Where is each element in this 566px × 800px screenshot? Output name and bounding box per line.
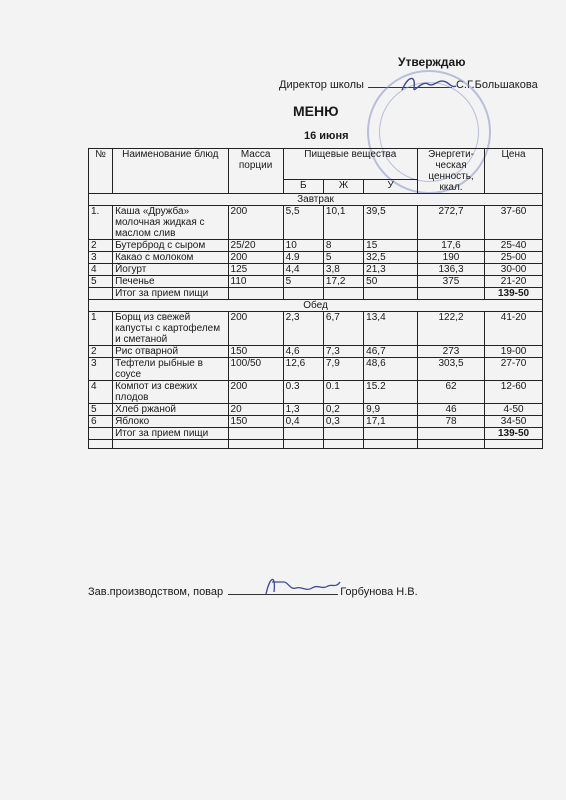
cell-mass: 150 — [228, 346, 283, 358]
table-row — [89, 381, 543, 404]
cell-u: 15.2 — [364, 381, 418, 404]
cell-name: Компот из свежих плодов — [113, 381, 228, 404]
cell-mass: 110 — [228, 276, 283, 288]
cell-u: 50 — [364, 276, 418, 288]
cell-no: 6 — [89, 416, 113, 428]
cell-b: 4,4 — [283, 264, 323, 276]
cell-zh: 10,1 — [323, 206, 363, 240]
cell-no: 5 — [89, 276, 113, 288]
cell-b: 4,6 — [283, 346, 323, 358]
cell-u: 21,3 — [364, 264, 418, 276]
cell-no: 4 — [89, 264, 113, 276]
empty-cell — [417, 288, 484, 300]
cell-price: 25-40 — [485, 240, 543, 252]
section-row — [89, 194, 543, 206]
table-row — [89, 206, 543, 240]
breakfast-total-row — [89, 288, 543, 300]
cell-energy: 190 — [417, 252, 484, 264]
cell-name: Тефтели рыбные в соусе — [113, 358, 228, 381]
cell-energy: 62 — [417, 381, 484, 404]
cell-b: 1,3 — [283, 404, 323, 416]
menu-table — [88, 148, 543, 449]
cell-mass: 125 — [228, 264, 283, 276]
cell-b: 10 — [283, 240, 323, 252]
empty-cell — [283, 428, 323, 440]
cell-name: Каша «Дружба» молочная жидкая с маслом слив — [113, 206, 228, 240]
footer-label: Зав.производством, повар — [88, 586, 224, 598]
col-name: Наименование блюд — [113, 149, 228, 194]
cell-zh: 7,3 — [323, 346, 363, 358]
cell-name: Борщ из свежей капусты с картофелем и сметаной — [113, 312, 228, 346]
cell-price: 34-50 — [485, 416, 543, 428]
cell-energy: 122,2 — [417, 312, 484, 346]
footer-name: Горбунова Н.В. — [340, 586, 418, 598]
cell-zh: 0,2 — [323, 404, 363, 416]
cell-energy: 375 — [417, 276, 484, 288]
cell-u: 17,1 — [364, 416, 418, 428]
table-header-row — [89, 149, 543, 180]
col-b: Б — [283, 180, 323, 194]
cell-name: Какао с молоком — [113, 252, 228, 264]
cell-mass: 200 — [228, 312, 283, 346]
cell-price: 41-20 — [485, 312, 543, 346]
cell-name: Яблоко — [113, 416, 228, 428]
cell-b: 5,5 — [283, 206, 323, 240]
empty-cell — [364, 428, 418, 440]
cell-zh: 0.1 — [323, 381, 363, 404]
empty-cell — [113, 440, 228, 449]
cell-energy: 272,7 — [417, 206, 484, 240]
total-label: Итог за прием пищи — [113, 428, 228, 440]
empty-cell — [89, 440, 113, 449]
cell-mass: 200 — [228, 252, 283, 264]
menu-date: 16 июня — [304, 130, 349, 142]
cell-price: 12-60 — [485, 381, 543, 404]
cell-name: Бутерброд с сыром — [113, 240, 228, 252]
table-row — [89, 264, 543, 276]
col-zh: Ж — [323, 180, 363, 194]
col-u: У — [364, 180, 418, 194]
cell-zh: 17,2 — [323, 276, 363, 288]
cell-zh: 0,3 — [323, 416, 363, 428]
cell-b: 0,4 — [283, 416, 323, 428]
table-row — [89, 416, 543, 428]
cell-b: 5 — [283, 276, 323, 288]
cell-name: Рис отварной — [113, 346, 228, 358]
table-row — [89, 358, 543, 381]
cell-price: 4-50 — [485, 404, 543, 416]
lunch-total-row — [89, 428, 543, 440]
cell-energy: 136,3 — [417, 264, 484, 276]
total-value: 139-50 — [485, 428, 543, 440]
director-label: Директор школы — [279, 79, 364, 91]
empty-cell — [89, 288, 113, 300]
empty-cell — [364, 440, 418, 449]
blank-row — [89, 440, 543, 449]
cell-energy: 46 — [417, 404, 484, 416]
director-name: С.Г.Большакова — [455, 79, 538, 91]
director-signature — [398, 70, 458, 98]
cell-energy: 17,6 — [417, 240, 484, 252]
cell-no: 3 — [89, 252, 113, 264]
empty-cell — [228, 428, 283, 440]
cell-zh: 8 — [323, 240, 363, 252]
empty-cell — [485, 440, 543, 449]
cell-b: 2,3 — [283, 312, 323, 346]
cell-price: 21-20 — [485, 276, 543, 288]
cell-no: 1. — [89, 206, 113, 240]
cell-energy: 273 — [417, 346, 484, 358]
cell-mass: 150 — [228, 416, 283, 428]
cell-u: 13,4 — [364, 312, 418, 346]
total-value: 139-50 — [485, 288, 543, 300]
cell-mass: 25/20 — [228, 240, 283, 252]
table-row — [89, 404, 543, 416]
cell-price: 30-00 — [485, 264, 543, 276]
cell-energy: 78 — [417, 416, 484, 428]
table-row — [89, 276, 543, 288]
cell-name: Печенье — [113, 276, 228, 288]
cell-u: 15 — [364, 240, 418, 252]
col-mass: Масса порции — [228, 149, 283, 194]
cell-no: 5 — [89, 404, 113, 416]
empty-cell — [323, 428, 363, 440]
cell-zh: 5 — [323, 252, 363, 264]
page-title: МЕНЮ — [293, 103, 339, 119]
col-energy: Энергети-ческая ценность, ккал. — [417, 149, 484, 194]
cell-price: 25-00 — [485, 252, 543, 264]
empty-cell — [89, 428, 113, 440]
cell-no: 1 — [89, 312, 113, 346]
empty-cell — [283, 440, 323, 449]
cell-zh: 7,9 — [323, 358, 363, 381]
cell-u: 46,7 — [364, 346, 418, 358]
cell-mass: 200 — [228, 206, 283, 240]
table-row — [89, 312, 543, 346]
empty-cell — [228, 440, 283, 449]
empty-cell — [283, 288, 323, 300]
empty-cell — [364, 288, 418, 300]
col-no: № — [89, 149, 113, 194]
cell-no: 2 — [89, 240, 113, 252]
table-row — [89, 240, 543, 252]
cell-name: Хлеб ржаной — [113, 404, 228, 416]
breakfast-rows — [89, 206, 543, 288]
cell-price: 19-00 — [485, 346, 543, 358]
section-lunch: Обед — [89, 300, 543, 312]
approve-label: Утверждаю — [398, 55, 466, 69]
empty-cell — [323, 440, 363, 449]
cell-b: 0.3 — [283, 381, 323, 404]
cell-no: 2 — [89, 346, 113, 358]
col-price: Цена — [485, 149, 543, 194]
cell-zh: 6,7 — [323, 312, 363, 346]
cell-u: 9,9 — [364, 404, 418, 416]
cell-u: 39,5 — [364, 206, 418, 240]
col-nutrients: Пищевые вещества — [283, 149, 417, 180]
empty-cell — [417, 428, 484, 440]
table-row — [89, 252, 543, 264]
section-row — [89, 300, 543, 312]
total-label: Итог за прием пищи — [113, 288, 228, 300]
cell-u: 48,6 — [364, 358, 418, 381]
cell-b: 4.9 — [283, 252, 323, 264]
cook-signature — [262, 572, 342, 602]
cell-mass: 20 — [228, 404, 283, 416]
cell-energy: 303,5 — [417, 358, 484, 381]
cell-name: Йогурт — [113, 264, 228, 276]
cell-price: 37-60 — [485, 206, 543, 240]
cell-mass: 200 — [228, 381, 283, 404]
lunch-rows — [89, 312, 543, 428]
table-row — [89, 346, 543, 358]
cell-zh: 3,8 — [323, 264, 363, 276]
cell-u: 32,5 — [364, 252, 418, 264]
cell-b: 12,6 — [283, 358, 323, 381]
section-breakfast: Завтрак — [89, 194, 543, 206]
empty-cell — [228, 288, 283, 300]
cell-price: 27-70 — [485, 358, 543, 381]
cell-no: 4 — [89, 381, 113, 404]
empty-cell — [323, 288, 363, 300]
cell-no: 3 — [89, 358, 113, 381]
footer — [88, 582, 418, 598]
empty-cell — [417, 440, 484, 449]
cell-mass: 100/50 — [228, 358, 283, 381]
